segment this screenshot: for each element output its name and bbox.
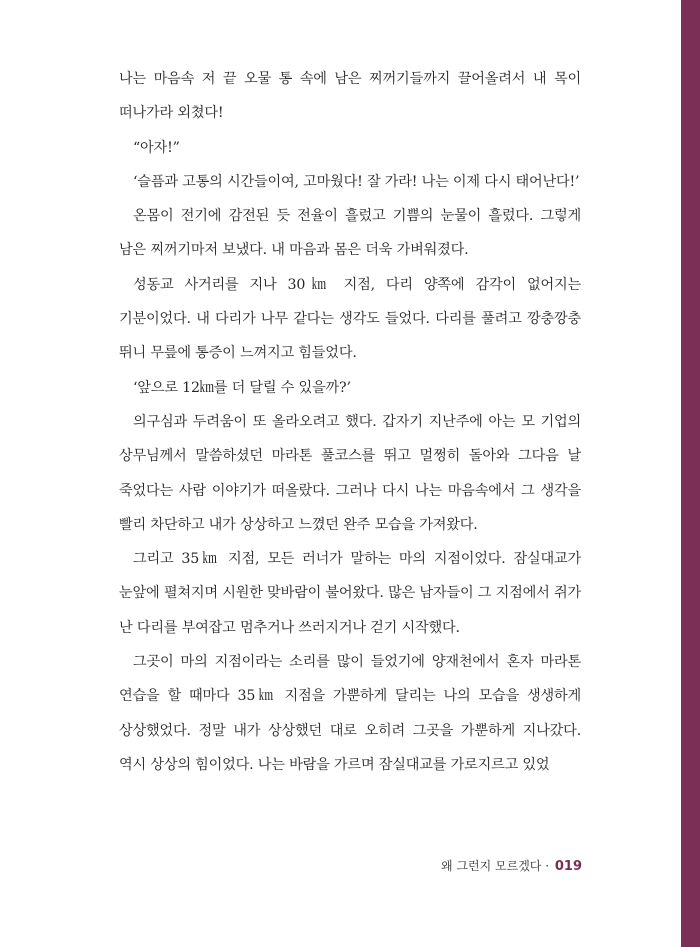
paragraph: 나는 마음속 저 끝 오물 통 속에 남은 찌꺼기들까지 끌어올려서 내 목이 떠나가라 외쳤다!: [119, 71, 581, 122]
page-footer: [360, 857, 582, 874]
paragraph: 온몸이 전기에 감전된 듯 전율이 흘렀고 기쁨의 눈물이 흘렀다. 그렇게 남은 찌꺼기마저 보냈다. 내 마음과 몸은 더욱 가벼워졌다.: [119, 208, 581, 259]
body-text: [119, 62, 581, 782]
paragraph: 성동교 사거리를 지나 30㎞ 지점, 다리 양쪽에 감각이 없어지는 기분이었다. 내 다리가 나무 같다는 생각도 들었다. 다리를 풀려고 깡충깡충 뛰니 무릎에 통증이 느껴지고 힘들었다.: [119, 276, 581, 362]
paragraph: ‘앞으로 12㎞를 더 달릴 수 있을까?’: [133, 379, 351, 396]
chapter-edge-bar: [681, 0, 700, 947]
paragraph: 의구심과 두려움이 또 올라오려고 했다. 갑자기 지난주에 아는 모 기업의 상무님께서 말씀하셨던 마라톤 풀코스를 뛰고 멀쩡히 돌아와 그다음 날 죽었다는 사람 이야기가 떠올랐다. 그러나 다시 나는 마음속에서 그 생각을 빨리 차단하고 내가 상상하고 느꼈던 완주 모습을 가져왔다.: [119, 413, 581, 533]
paragraph: 그곳이 마의 지점이라는 소리를 많이 들었기에 양재천에서 혼자 마라톤 연습을 할 때마다 35㎞ 지점을 가뿐하게 달리는 나의 모습을 생생하게 상상했었다. 정말 내가 상상했던 대로 오히려 그곳을 가뿐하게 지나갔다. 역시 상상의 힘이었다. 나는 바람을 가르며 잠실대교를 가로지르고 있었: [119, 654, 581, 773]
paragraph: ‘슬픔과 고통의 시간들이여, 고마웠다! 잘 가라! 나는 이제 다시 태어난다!’: [133, 173, 580, 190]
paragraph: 그리고 35㎞ 지점, 모든 러너가 말하는 마의 지점이었다. 잠실대교가 눈앞에 펼쳐지며 시원한 맞바람이 불어왔다. 많은 남자들이 그 지점에서 쥐가 난 다리를 부여잡고 멈추거나 쓰러지거나 걷기 시작했다.: [119, 551, 581, 636]
page-number: 019: [554, 859, 582, 874]
running-title: 왜 그런지 모르겠다 ·: [441, 859, 550, 873]
paragraph: “아자!”: [133, 139, 180, 156]
